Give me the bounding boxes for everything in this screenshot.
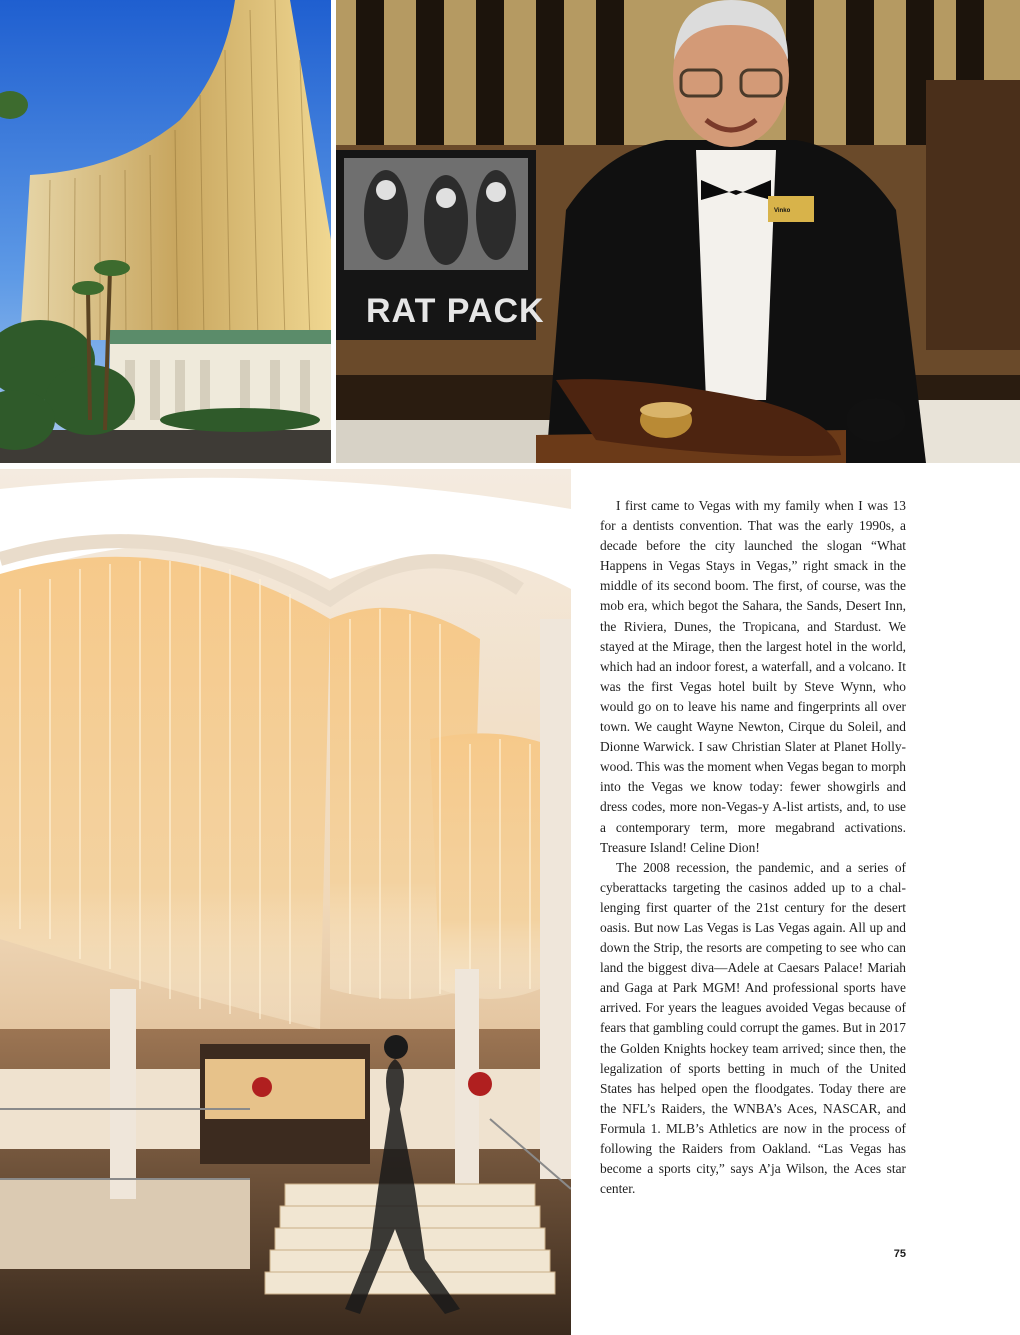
name-badge: Vinko xyxy=(774,208,791,214)
page-number: 75 xyxy=(893,1248,906,1260)
article-body xyxy=(600,496,906,1199)
article-paragraph-2: The 2008 recession, the pandemic, and a series of cyberattacks targeting the casinos added up to a challenging first quarter of the 21st century for the desert oasis. But now Las Vegas is Las Vegas again. All up and down the Strip, the resorts are competing to see who can land the biggest diva—Adele at Caesars Palace! Mariah and Gaga at Park MGM! And professional sports have arrived. For years the leagues avoided Vegas because of fears that gambling could corrupt the games. But in 2017 the Golden Knights hockey team arrived; since then, the legalization of sports betting in much of the United States has helped open the floodgates. Today there are the NFL’s Raiders, the WNBA’s Aces, NASCAR, and Formula 1. MLB’s Athletics are now in the process of following the Raiders from Oakland. “Las Vegas has become a sports city,” says A’ja Wilson, the Aces star center. xyxy=(600,859,906,1197)
rat-pack-sign: RAT PACK xyxy=(366,292,545,330)
hotel-tower-photo xyxy=(0,0,331,463)
waiter-steak-photo xyxy=(336,0,1020,463)
article-paragraph-1: I first came to Vegas with my family when I was 13 for a dentists convention. That was the early 1990s, a decade before the city launched the slogan “What Happens in Vegas Stays in Vegas,” right smack in the middle of its second boom. The first, of course, was the mob era, which begot the Sahara, the Sands, Desert Inn, the Riviera, Dunes, the Tropicana, and Stardust. We stayed at the Mirage, then the largest hotel in the world, which had an indoor forest, a waterfall, and a volcano. It was the first Vegas hotel built by Steve Wynn, who would go on to leave his name and fingerprints all over town. We caught Wayne Newton, Cirque du Soleil, and Dionne Warwick. I saw Christian Slater at Planet Hollywood. This was the moment when Vegas began to morph into the Vegas we know today: fewer showgirls and dress codes, more non-Vegas-y A-list artists, and, to use a contemporary term, more megabrand activations. Treasure Island! Celine Dion! xyxy=(600,498,906,855)
chandelier-lobby-photo xyxy=(0,469,571,1335)
